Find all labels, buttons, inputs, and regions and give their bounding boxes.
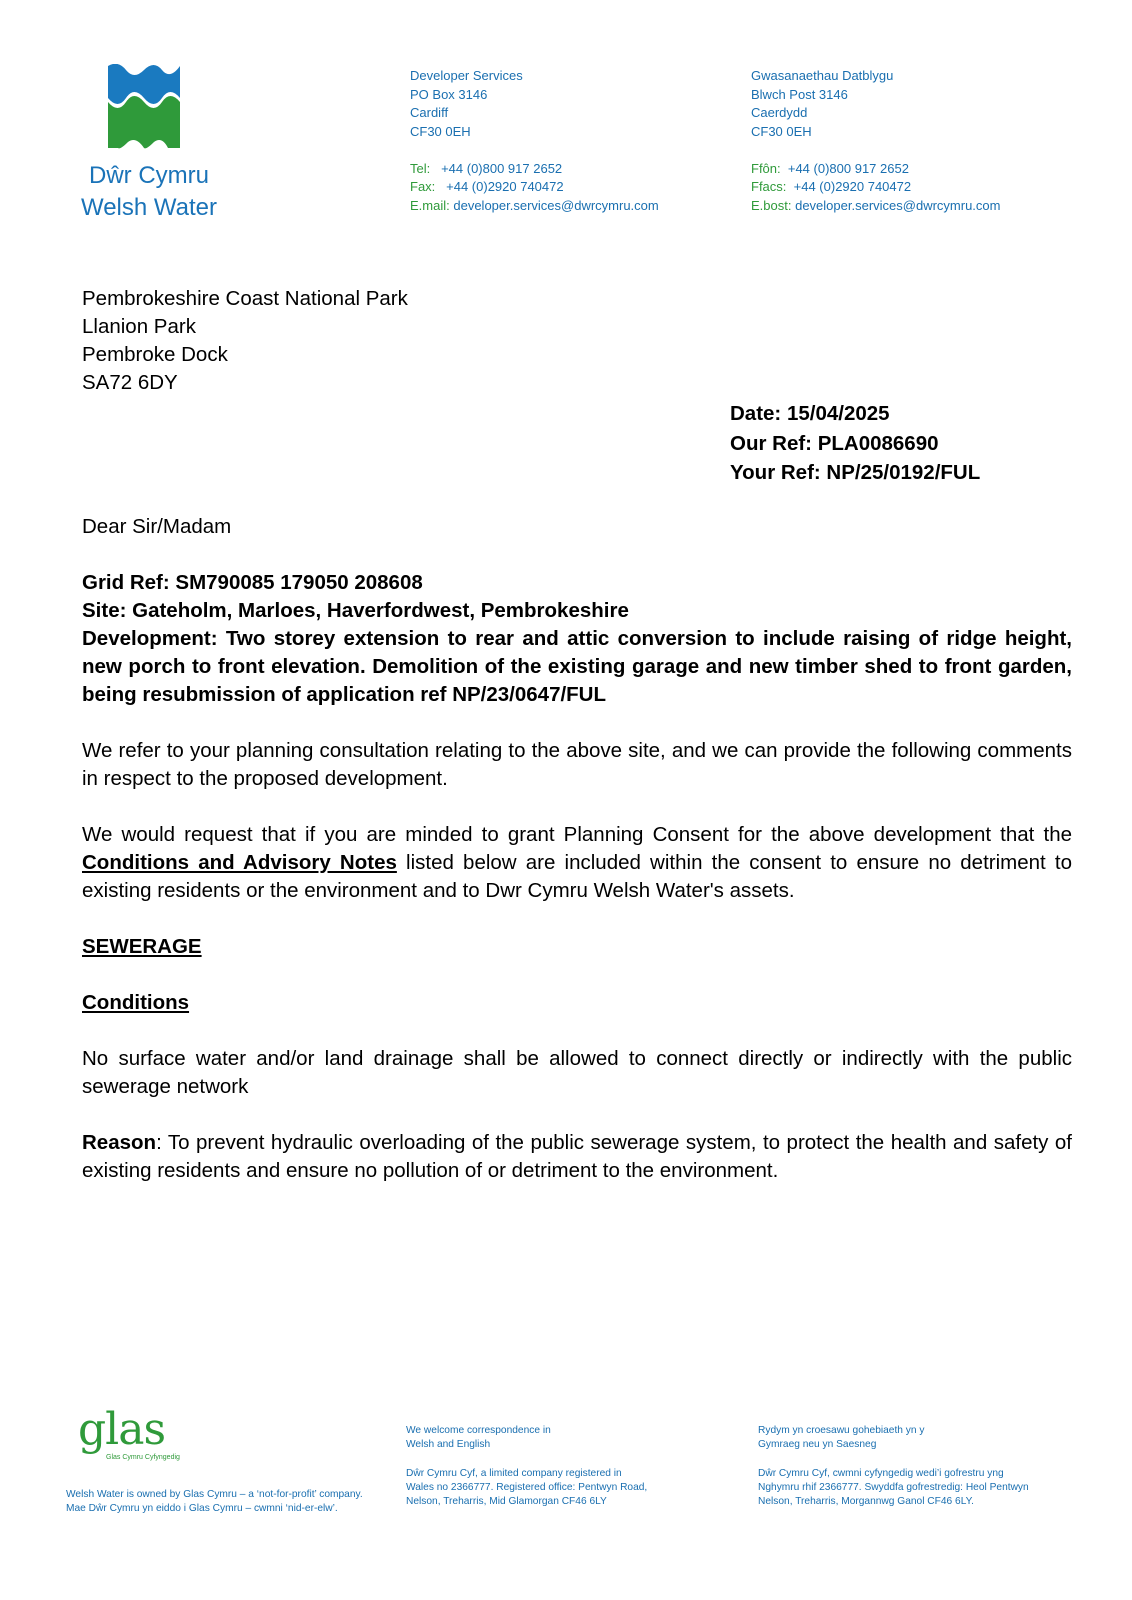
letter-body bbox=[82, 513, 1072, 1185]
po-box: Blwch Post 3146 bbox=[751, 86, 848, 102]
tel-label: Ffôn: bbox=[751, 160, 781, 176]
tel-value: +44 (0)800 917 2652 bbox=[787, 160, 909, 176]
grid-ref: Grid Ref: SM790085 179050 208608 bbox=[82, 571, 423, 594]
footer-line: Nelson, Treharris, Morgannwg Ganol CF46 6LY. bbox=[758, 1496, 974, 1508]
header-address-welsh bbox=[751, 67, 1000, 215]
dept-name: Developer Services bbox=[410, 68, 523, 83]
paragraph-consultation: We refer to your planning consultation relating to the above site, and we can provide the following comments in respect to the proposed development. bbox=[82, 739, 1072, 790]
reason-text: : To prevent hydraulic overloading of the public sewerage system, to protect the health and safety of existing residents and ensure no pollution of or detriment to the environment. bbox=[82, 1131, 1072, 1182]
development-description: Development: Two storey extension to rear and attic conversion to include raising of ridge height, new porch to front elevation. Demolition of the existing garage and new timber shed to front garden, being resubmission of application ref NP/23/0647/FUL bbox=[82, 627, 1072, 706]
fax-row bbox=[751, 178, 1000, 197]
heading-conditions: Conditions bbox=[82, 991, 190, 1014]
tel-label: Tel: bbox=[410, 160, 431, 176]
site: Site: Gateholm, Marloes, Haverfordwest, Pembrokeshire bbox=[82, 599, 629, 622]
fax-label: Ffacs: bbox=[751, 179, 787, 194]
footer-line: Nelson, Treharris, Mid Glamorgan CF46 6LY bbox=[406, 1496, 607, 1508]
salutation: Dear Sir/Madam bbox=[82, 515, 232, 538]
glas-wordmark: glas bbox=[78, 1404, 166, 1455]
glas-subtitle: Glas Cymru Cyfyngedig bbox=[106, 1454, 180, 1461]
tel-value: +44 (0)800 917 2652 bbox=[441, 160, 563, 176]
header-address-english bbox=[410, 67, 659, 215]
footer-line: We welcome correspondence in bbox=[406, 1425, 551, 1436]
email-link[interactable]: developer.services@dwrcymru.com bbox=[795, 197, 1001, 213]
reason-paragraph bbox=[82, 1129, 1072, 1185]
recipient-line: SA72 6DY bbox=[82, 371, 178, 394]
recipient-line: Pembrokeshire Coast National Park bbox=[82, 287, 408, 310]
reason-label: Reason bbox=[82, 1131, 157, 1154]
reference-block bbox=[730, 399, 980, 488]
dwr-cymru-logo bbox=[74, 64, 224, 224]
recipient-line: Llanion Park bbox=[82, 315, 196, 338]
email-row bbox=[751, 197, 1000, 216]
footer-english bbox=[406, 1424, 647, 1509]
footer-line: Welsh and English bbox=[406, 1439, 491, 1451]
heading-sewerage: SEWERAGE bbox=[82, 935, 202, 958]
po-box: PO Box 3146 bbox=[410, 86, 488, 102]
footer-line: Nghymru rhif 2366777. Swyddfa gofrestredig: Heol Pentwyn bbox=[758, 1481, 1029, 1493]
email-label: E.bost: bbox=[751, 197, 792, 213]
condition-text: No surface water and/or land drainage shall be allowed to connect directly or indirectly with the public sewerage network bbox=[82, 1047, 1072, 1098]
recipient-address bbox=[82, 285, 408, 397]
fax-row bbox=[410, 178, 659, 197]
glas-cymru-logo bbox=[78, 1404, 180, 1461]
footer-line: Gymraeg neu yn Saesneg bbox=[758, 1439, 877, 1451]
your-ref: Your Ref: NP/25/0192/FUL bbox=[730, 461, 981, 484]
postcode: CF30 0EH bbox=[751, 123, 812, 139]
email-row bbox=[410, 197, 659, 216]
our-ref: Our Ref: PLA0086690 bbox=[730, 431, 939, 455]
tel-row bbox=[751, 160, 1000, 179]
owner-english: Welsh Water is owned by Glas Cymru – a ‘not-for-profit’ company. bbox=[66, 1489, 363, 1500]
recipient-line: Pembroke Dock bbox=[82, 343, 228, 366]
letter-date: Date: 15/04/2025 bbox=[730, 402, 890, 425]
email-label: E.mail: bbox=[410, 197, 450, 213]
footer-welsh bbox=[758, 1424, 1029, 1509]
paragraph-request bbox=[82, 821, 1072, 905]
footer-ownership bbox=[66, 1488, 363, 1517]
water-wave-icon bbox=[106, 64, 182, 150]
conditions-advisory-notes: Conditions and Advisory Notes bbox=[82, 851, 397, 874]
logo-line-english: Welsh Water bbox=[80, 194, 218, 221]
fax-value: +44 (0)2920 740472 bbox=[446, 179, 564, 194]
fax-label: Fax: bbox=[410, 179, 436, 194]
tel-row bbox=[410, 160, 659, 179]
footer-line: Wales no 2366777. Registered office: Pentwyn Road, bbox=[406, 1481, 648, 1493]
paragraph-request-text: We would request that if you are minded to grant Planning Consent for the above development that the bbox=[82, 823, 1072, 846]
logo-line-welsh: Dŵr Cymru bbox=[89, 162, 209, 189]
owner-welsh: Mae Dŵr Cymru yn eiddo i Glas Cymru – cwmni ‘nid-er-elw’. bbox=[66, 1503, 338, 1515]
dept-name: Gwasanaethau Datblygu bbox=[751, 68, 894, 83]
city: Cardiff bbox=[410, 105, 449, 120]
fax-value: +44 (0)2920 740472 bbox=[793, 179, 912, 194]
city: Caerdydd bbox=[751, 105, 808, 120]
footer-line: Dŵr Cymru Cyf, a limited company registered in bbox=[406, 1467, 622, 1479]
email-link[interactable]: developer.services@dwrcymru.com bbox=[453, 197, 659, 213]
footer-line: Rydym yn croesawu gohebiaeth yn y bbox=[758, 1425, 925, 1436]
postcode: CF30 0EH bbox=[410, 123, 471, 139]
paragraph-request-text-end: listed below are included within the consent to ensure no detriment to existing residents or the environment and to Dwr Cymru Welsh Water's assets. bbox=[82, 851, 1072, 902]
footer-line: Dŵr Cymru Cyf, cwmni cyfyngedig wedi’i gofrestru yng bbox=[758, 1467, 1004, 1479]
